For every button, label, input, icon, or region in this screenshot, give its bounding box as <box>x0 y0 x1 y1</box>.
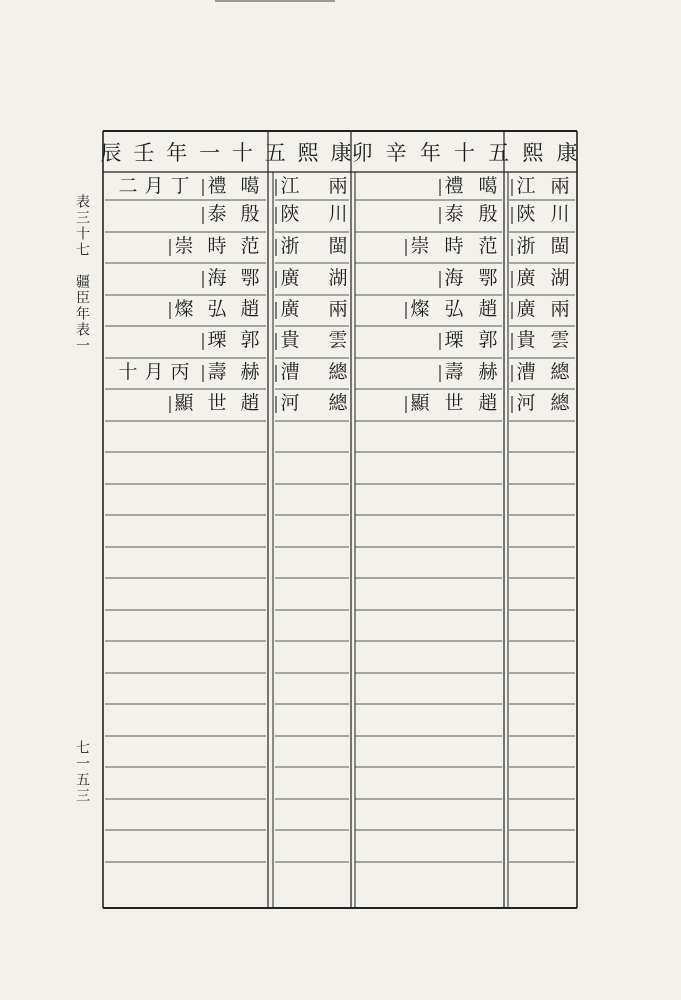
region-char: 川 <box>550 203 570 225</box>
official-name-char: 崇 <box>174 235 194 257</box>
region-char: 浙 <box>516 235 536 257</box>
official-name-char: 時 <box>444 235 464 257</box>
date-note-char: 二 <box>118 175 138 197</box>
column-header-char: 辛 <box>385 141 407 165</box>
official-name-char: 殷 <box>240 203 260 225</box>
region-char: 雲 <box>328 329 348 351</box>
official-name-char: 趙 <box>478 392 498 414</box>
column-header-char: 年 <box>419 141 441 165</box>
page-number: 七一五三 <box>74 740 90 804</box>
date-note-char: 十 <box>118 361 138 383</box>
column-header-char: 五 <box>264 141 286 165</box>
official-name-char: 世 <box>444 392 464 414</box>
column-header-char: 年 <box>166 141 188 165</box>
region-char: 漕 <box>280 361 300 383</box>
region-char: 閩 <box>328 235 348 257</box>
region-char: 貴 <box>516 329 536 351</box>
official-name-char: 噶 <box>478 175 498 197</box>
official-name-char: 赫 <box>240 361 260 383</box>
official-name-char: 弘 <box>444 298 464 320</box>
official-name-char: 赫 <box>478 361 498 383</box>
region-char: 陝 <box>516 203 536 225</box>
official-name-char: 鄂 <box>478 267 498 289</box>
region-char: 浙 <box>280 235 300 257</box>
date-note-char: 月 <box>144 175 164 197</box>
column-header-char: 卯 <box>351 141 373 165</box>
region-char: 總 <box>328 392 348 414</box>
official-name-char: 瑮 <box>207 329 227 351</box>
column-header-char: 熙 <box>297 141 319 165</box>
region-char: 兩 <box>328 298 348 320</box>
column-header-char: 十 <box>454 141 475 165</box>
region-char: 廣 <box>280 298 300 320</box>
region-char: 雲 <box>550 329 570 351</box>
region-char: 江 <box>280 175 300 197</box>
region-char: 湖 <box>328 267 348 289</box>
column-header-char: 辰 <box>100 141 122 165</box>
region-char: 廣 <box>516 298 536 320</box>
official-name-char: 趙 <box>240 298 260 320</box>
region-char: 漕 <box>516 361 536 383</box>
official-name-char: 弘 <box>207 298 227 320</box>
region-char: 湖 <box>550 267 570 289</box>
region-char: 兩 <box>550 175 570 197</box>
official-name-char: 噶 <box>240 175 260 197</box>
margin-title: 表三十七 疆臣年表一 <box>74 194 90 354</box>
official-name-char: 顯 <box>174 392 194 414</box>
region-char: 總 <box>550 392 570 414</box>
official-name-char: 泰 <box>444 203 464 225</box>
official-name-char: 燦 <box>410 298 430 320</box>
region-char: 河 <box>280 392 300 414</box>
region-char: 川 <box>328 203 348 225</box>
region-char: 廣 <box>516 267 536 289</box>
date-note-char: 月 <box>144 361 164 383</box>
column-header-char: 十 <box>231 141 253 165</box>
official-name-char: 海 <box>207 267 227 289</box>
official-name-char: 范 <box>240 235 260 257</box>
official-name-char: 郭 <box>240 329 260 351</box>
official-name-char: 郭 <box>478 329 498 351</box>
official-name-char: 瑮 <box>444 329 464 351</box>
region-char: 兩 <box>328 175 348 197</box>
official-name-char: 海 <box>444 267 464 289</box>
official-name-char: 世 <box>207 392 227 414</box>
region-char: 貴 <box>280 329 300 351</box>
official-name-char: 燦 <box>174 298 194 320</box>
official-name-char: 時 <box>207 235 227 257</box>
official-name-char: 趙 <box>478 298 498 320</box>
official-name-char: 顯 <box>410 392 430 414</box>
official-name-char: 壽 <box>444 361 464 383</box>
official-name-char: 范 <box>478 235 498 257</box>
date-note-char: 丙 <box>170 361 190 383</box>
official-name-char: 禮 <box>207 175 227 197</box>
region-char: 陝 <box>280 203 300 225</box>
official-name-char: 鄂 <box>240 267 260 289</box>
official-name-char: 禮 <box>444 175 464 197</box>
official-name-char: 崇 <box>410 235 430 257</box>
region-char: 總 <box>550 361 570 383</box>
region-char: 廣 <box>280 267 300 289</box>
region-char: 河 <box>516 392 536 414</box>
column-header-char: 壬 <box>133 141 155 165</box>
region-char: 江 <box>516 175 536 197</box>
column-header-char: 一 <box>199 141 221 165</box>
official-name-char: 殷 <box>478 203 498 225</box>
official-name-char: 壽 <box>207 361 227 383</box>
column-header-char: 康 <box>330 141 352 165</box>
official-name-char: 趙 <box>240 392 260 414</box>
column-header-char: 康 <box>556 141 578 165</box>
column-header-char: 熙 <box>522 141 544 165</box>
official-name-char: 泰 <box>207 203 227 225</box>
region-char: 總 <box>328 361 348 383</box>
region-char: 兩 <box>550 298 570 320</box>
date-note-char: 丁 <box>170 175 190 197</box>
region-char: 閩 <box>550 235 570 257</box>
column-header-char: 五 <box>488 141 510 165</box>
